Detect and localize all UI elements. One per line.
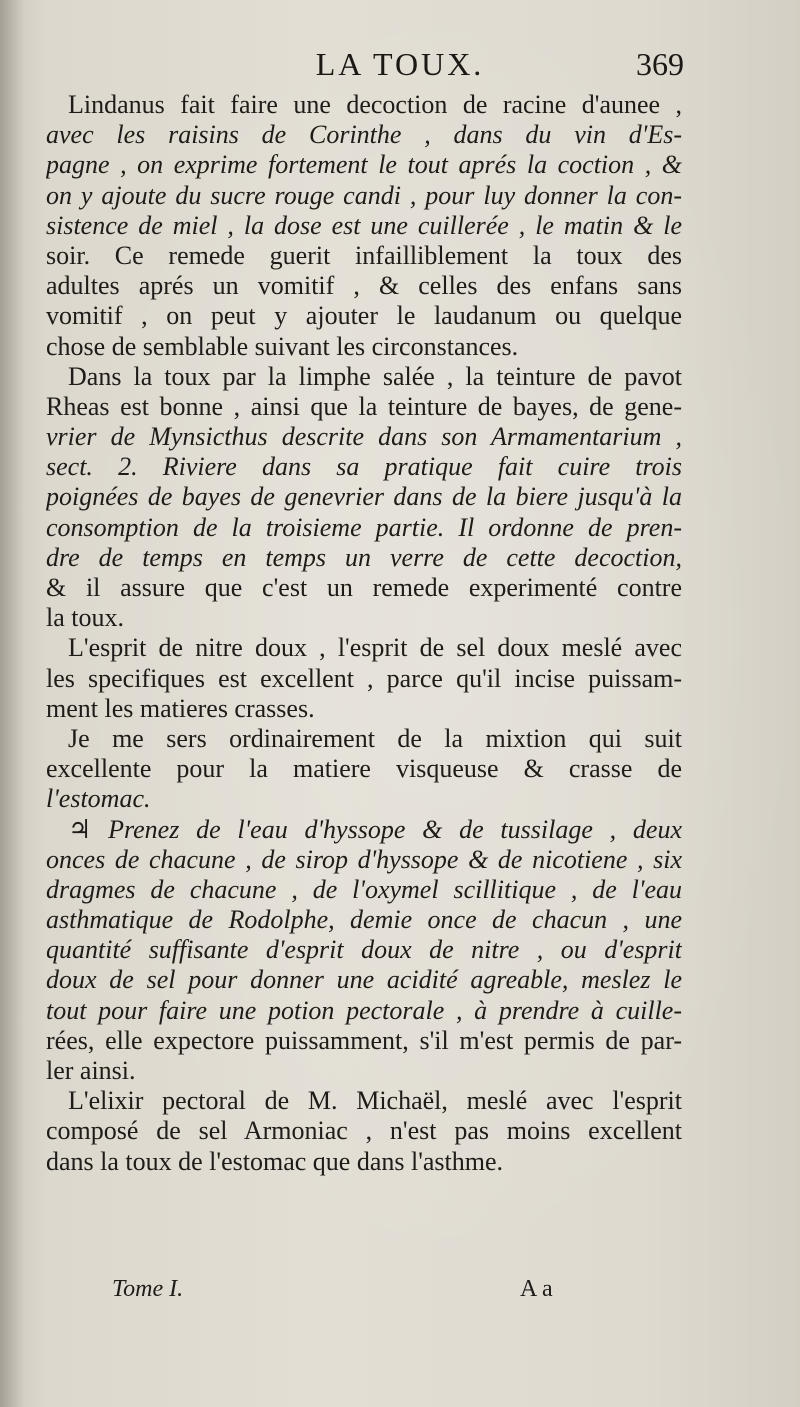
text-line: sistence de miel , la dose est une cuillerée , le matin & le bbox=[46, 210, 682, 240]
text-line: consomption de la troisieme partie. Il ordonne de pren- bbox=[46, 512, 682, 542]
signature-mark: A a bbox=[520, 1276, 553, 1302]
text-line: dans la toux de l'estomac que dans l'asthme. bbox=[46, 1146, 504, 1176]
text-line: Je me sers ordinairement de la mixtion qui suit bbox=[68, 723, 682, 753]
body-text bbox=[46, 90, 682, 1177]
text-line: vomitif , on peut y ajouter le laudanum ou quelque bbox=[46, 301, 682, 331]
text-line: adultes aprés un vomitif , & celles des enfans sans bbox=[46, 271, 682, 301]
text-line: chose de semblable suivant les circonstances. bbox=[46, 331, 519, 361]
text-line: on y ajoute du sucre rouge candi , pour luy donner la con- bbox=[46, 180, 682, 210]
page-footer bbox=[0, 1276, 800, 1312]
text-line: dragmes de chacune , de l'oxymel scillitique , de l'eau bbox=[46, 874, 682, 904]
text-line: tout pour faire une potion pectorale , à prendre à cuille- bbox=[46, 995, 682, 1025]
text-line: les specifiques est excellent , parce qu'il incise puissam- bbox=[46, 663, 682, 693]
text-line: poignées de bayes de genevrier dans de la biere jusqu'à la bbox=[46, 482, 682, 512]
text-line: rées, elle expectore puissamment, s'il m'est permis de par- bbox=[46, 1025, 682, 1055]
text-line: soir. Ce remede guerit infailliblement la toux des bbox=[46, 240, 682, 270]
text-line: & il assure que c'est un remede experimenté contre bbox=[46, 573, 682, 602]
running-title: LA TOUX. bbox=[315, 46, 485, 82]
text-line: ♃ Prenez de l'eau d'hyssope & de tussilage , deux bbox=[68, 814, 682, 844]
text-line: Rheas est bonne , ainsi que la teinture de bayes, de gene- bbox=[46, 391, 682, 421]
text-line: asthmatique de Rodolphe, demie once de chacun , une bbox=[46, 905, 682, 935]
text-line: pagne , on exprime fortement le tout aprés la coction , & bbox=[46, 150, 682, 180]
text-line: vrier de Mynsicthus descrite dans son Armamentarium , bbox=[46, 422, 682, 452]
text-line: dre de temps en temps un verre de cette decoction, bbox=[46, 542, 682, 572]
text-line: avec les raisins de Corinthe , dans du vin d'Es- bbox=[46, 120, 682, 150]
text-line: sect. 2. Riviere dans sa pratique fait cuire trois bbox=[46, 452, 682, 482]
text-line: quantité suffisante d'esprit doux de nitre , ou d'esprit bbox=[46, 935, 682, 965]
text-line: Dans la toux par la limphe salée , la teinture de pavot bbox=[68, 361, 682, 391]
text-line: L'elixir pectoral de M. Michaël, meslé avec l'esprit bbox=[68, 1086, 682, 1116]
text-line: onces de chacune , de sirop d'hyssope & de nicotiene , six bbox=[46, 844, 682, 874]
text-line: doux de sel pour donner une acidité agreable, meslez le bbox=[46, 965, 682, 995]
text-line: composé de sel Armoniac , n'est pas moins excellent bbox=[46, 1116, 682, 1146]
text-line: Lindanus fait faire une decoction de racine d'aunee , bbox=[68, 90, 682, 119]
text-line: ler ainsi. bbox=[46, 1056, 136, 1085]
page-number: 369 bbox=[636, 46, 684, 82]
binding-shadow bbox=[0, 0, 24, 1407]
text-line: excellente pour la matiere visqueuse & crasse de bbox=[46, 754, 682, 784]
text-line: ment les matieres crasses. bbox=[46, 693, 315, 723]
text-line: la toux. bbox=[46, 603, 124, 633]
text-line: l'estomac. bbox=[46, 784, 151, 814]
page-header bbox=[0, 46, 800, 96]
text-line: L'esprit de nitre doux , l'esprit de sel doux meslé avec bbox=[68, 633, 682, 663]
volume-label: Tome I. bbox=[112, 1276, 184, 1302]
